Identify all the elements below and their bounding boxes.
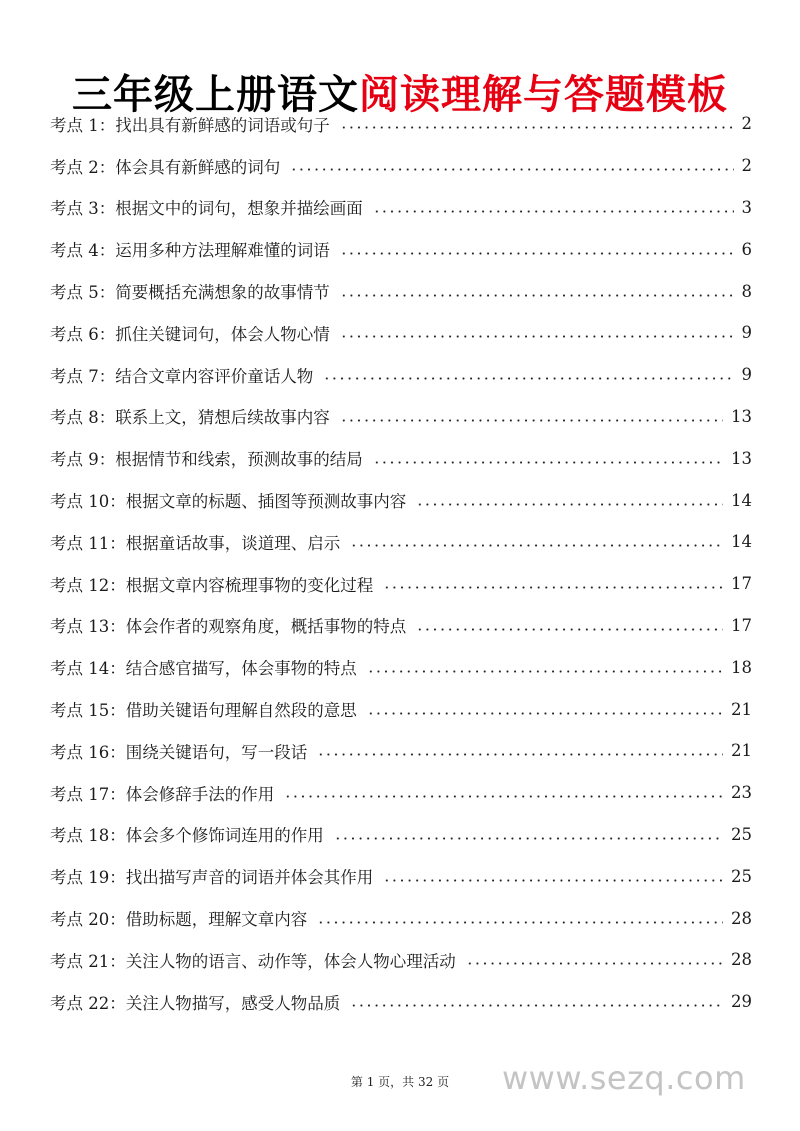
toc-entry-label: 考点 19：找出描写声音的词语并体会其作用 bbox=[50, 868, 374, 888]
toc-entry[interactable] bbox=[50, 312, 752, 354]
toc-dot-leader bbox=[340, 335, 734, 338]
toc-entry-label: 考点 4：运用多种方法理解难懂的词语 bbox=[50, 241, 330, 261]
toc-entry-label: 考点 16：围绕关键语句，写一段话 bbox=[50, 742, 308, 762]
toc-dot-leader bbox=[350, 544, 723, 547]
toc-entry[interactable] bbox=[50, 187, 752, 229]
toc-entry-label: 考点 11：根据童话故事，谈道理、启示 bbox=[50, 533, 341, 553]
page-footer: 第 1 页，共 32 页 bbox=[350, 1075, 450, 1089]
toc-entry-label: 考点 13：体会作者的观察角度，概括事物的特点 bbox=[50, 617, 407, 637]
toc-entry-label: 考点 6：抓住关键词句，体会人物心情 bbox=[50, 324, 330, 344]
toc-entry-label: 考点 22：关注人物描写，感受人物品质 bbox=[50, 993, 341, 1013]
toc-entry-page-number: 2 bbox=[741, 156, 752, 176]
toc-dot-leader bbox=[383, 879, 723, 882]
toc-entry-label: 考点 10：根据文章的标题、插图等预测故事内容 bbox=[50, 492, 407, 512]
toc-entry-label: 考点 3：根据文中的词句，想象并描绘画面 bbox=[50, 199, 363, 219]
toc-entry-label: 考点 14：结合感官描写，体会事物的特点 bbox=[50, 659, 357, 679]
toc-entry-page-number: 28 bbox=[731, 908, 752, 928]
toc-entry-page-number: 25 bbox=[731, 866, 752, 886]
toc-entry[interactable] bbox=[50, 103, 752, 145]
toc-entry-page-number: 14 bbox=[731, 532, 752, 552]
toc-dot-leader bbox=[367, 670, 723, 673]
toc-entry-label: 考点 20：借助标题，理解文章内容 bbox=[50, 910, 308, 930]
toc-entry[interactable] bbox=[50, 145, 752, 187]
toc-entry-label: 考点 9：根据情节和线索，预测故事的结局 bbox=[50, 450, 363, 470]
toc-dot-leader bbox=[373, 210, 734, 213]
toc-entry-page-number: 6 bbox=[741, 239, 752, 259]
toc-dot-leader bbox=[340, 126, 734, 129]
toc-entry-label: 考点 8：联系上文，猜想后续故事内容 bbox=[50, 408, 330, 428]
toc-entry-page-number: 25 bbox=[731, 824, 752, 844]
toc-entry[interactable] bbox=[50, 479, 752, 521]
toc-entry[interactable] bbox=[50, 855, 752, 897]
table-of-contents bbox=[50, 103, 752, 1023]
toc-dot-leader bbox=[383, 586, 723, 589]
toc-entry-page-number: 29 bbox=[731, 992, 752, 1012]
toc-entry[interactable] bbox=[50, 437, 752, 479]
toc-entry-page-number: 28 bbox=[731, 950, 752, 970]
toc-entry-label: 考点 1：找出具有新鲜感的词语或句子 bbox=[50, 115, 330, 135]
toc-entry-page-number: 2 bbox=[741, 114, 752, 134]
toc-entry[interactable] bbox=[50, 688, 752, 730]
toc-entry[interactable] bbox=[50, 521, 752, 563]
toc-dot-leader bbox=[340, 294, 734, 297]
toc-entry[interactable] bbox=[50, 730, 752, 772]
toc-entry[interactable] bbox=[50, 772, 752, 814]
toc-entry-label: 考点 7：结合文章内容评价童话人物 bbox=[50, 366, 314, 386]
toc-entry-page-number: 18 bbox=[731, 657, 752, 677]
toc-entry-label: 考点 12：根据文章内容梳理事物的变化过程 bbox=[50, 575, 374, 595]
toc-entry-page-number: 13 bbox=[731, 406, 752, 426]
toc-entry-page-number: 21 bbox=[731, 741, 752, 761]
toc-entry[interactable] bbox=[50, 354, 752, 396]
toc-entry-page-number: 21 bbox=[731, 699, 752, 719]
toc-entry-label: 考点 18：体会多个修饰词连用的作用 bbox=[50, 826, 324, 846]
toc-dot-leader bbox=[416, 503, 723, 506]
toc-dot-leader bbox=[323, 377, 733, 380]
toc-entry-page-number: 13 bbox=[731, 448, 752, 468]
toc-dot-leader bbox=[340, 252, 734, 255]
toc-entry[interactable] bbox=[50, 646, 752, 688]
toc-entry-page-number: 3 bbox=[741, 197, 752, 217]
toc-entry-label: 考点 17：体会修辞手法的作用 bbox=[50, 784, 275, 804]
toc-entry-page-number: 8 bbox=[741, 281, 752, 301]
toc-entry[interactable] bbox=[50, 897, 752, 939]
toc-entry[interactable] bbox=[50, 814, 752, 856]
toc-entry[interactable] bbox=[50, 939, 752, 981]
toc-entry-page-number: 17 bbox=[731, 574, 752, 594]
toc-entry-label: 考点 2：体会具有新鲜感的词句 bbox=[50, 157, 281, 177]
toc-entry[interactable] bbox=[50, 605, 752, 647]
toc-dot-leader bbox=[466, 962, 723, 965]
title-part-1: 三年级上册语文 bbox=[72, 71, 359, 118]
toc-dot-leader bbox=[373, 461, 723, 464]
toc-dot-leader bbox=[416, 628, 723, 631]
toc-entry-label: 考点 21：关注人物的语言、动作等，体会人物心理活动 bbox=[50, 951, 456, 971]
toc-dot-leader bbox=[290, 168, 733, 171]
toc-entry[interactable] bbox=[50, 396, 752, 438]
toc-entry[interactable] bbox=[50, 981, 752, 1023]
toc-entry-label: 考点 5：简要概括充满想象的故事情节 bbox=[50, 283, 330, 303]
toc-dot-leader bbox=[350, 1004, 723, 1007]
toc-entry-page-number: 14 bbox=[731, 490, 752, 510]
toc-entry-page-number: 9 bbox=[741, 323, 752, 343]
toc-entry-page-number: 17 bbox=[731, 615, 752, 635]
toc-dot-leader bbox=[317, 753, 723, 756]
toc-entry[interactable] bbox=[50, 228, 752, 270]
toc-dot-leader bbox=[317, 921, 723, 924]
title-part-2: 阅读理解与答题模板 bbox=[359, 71, 728, 118]
toc-entry[interactable] bbox=[50, 270, 752, 312]
watermark: www.sezq.com bbox=[502, 1059, 746, 1097]
toc-dot-leader bbox=[334, 837, 723, 840]
toc-entry-page-number: 23 bbox=[731, 783, 752, 803]
toc-dot-leader bbox=[367, 712, 723, 715]
toc-dot-leader bbox=[284, 795, 723, 798]
toc-entry-page-number: 9 bbox=[741, 365, 752, 385]
toc-entry[interactable] bbox=[50, 563, 752, 605]
toc-entry-label: 考点 15：借助关键语句理解自然段的意思 bbox=[50, 701, 357, 721]
toc-dot-leader bbox=[340, 419, 723, 422]
